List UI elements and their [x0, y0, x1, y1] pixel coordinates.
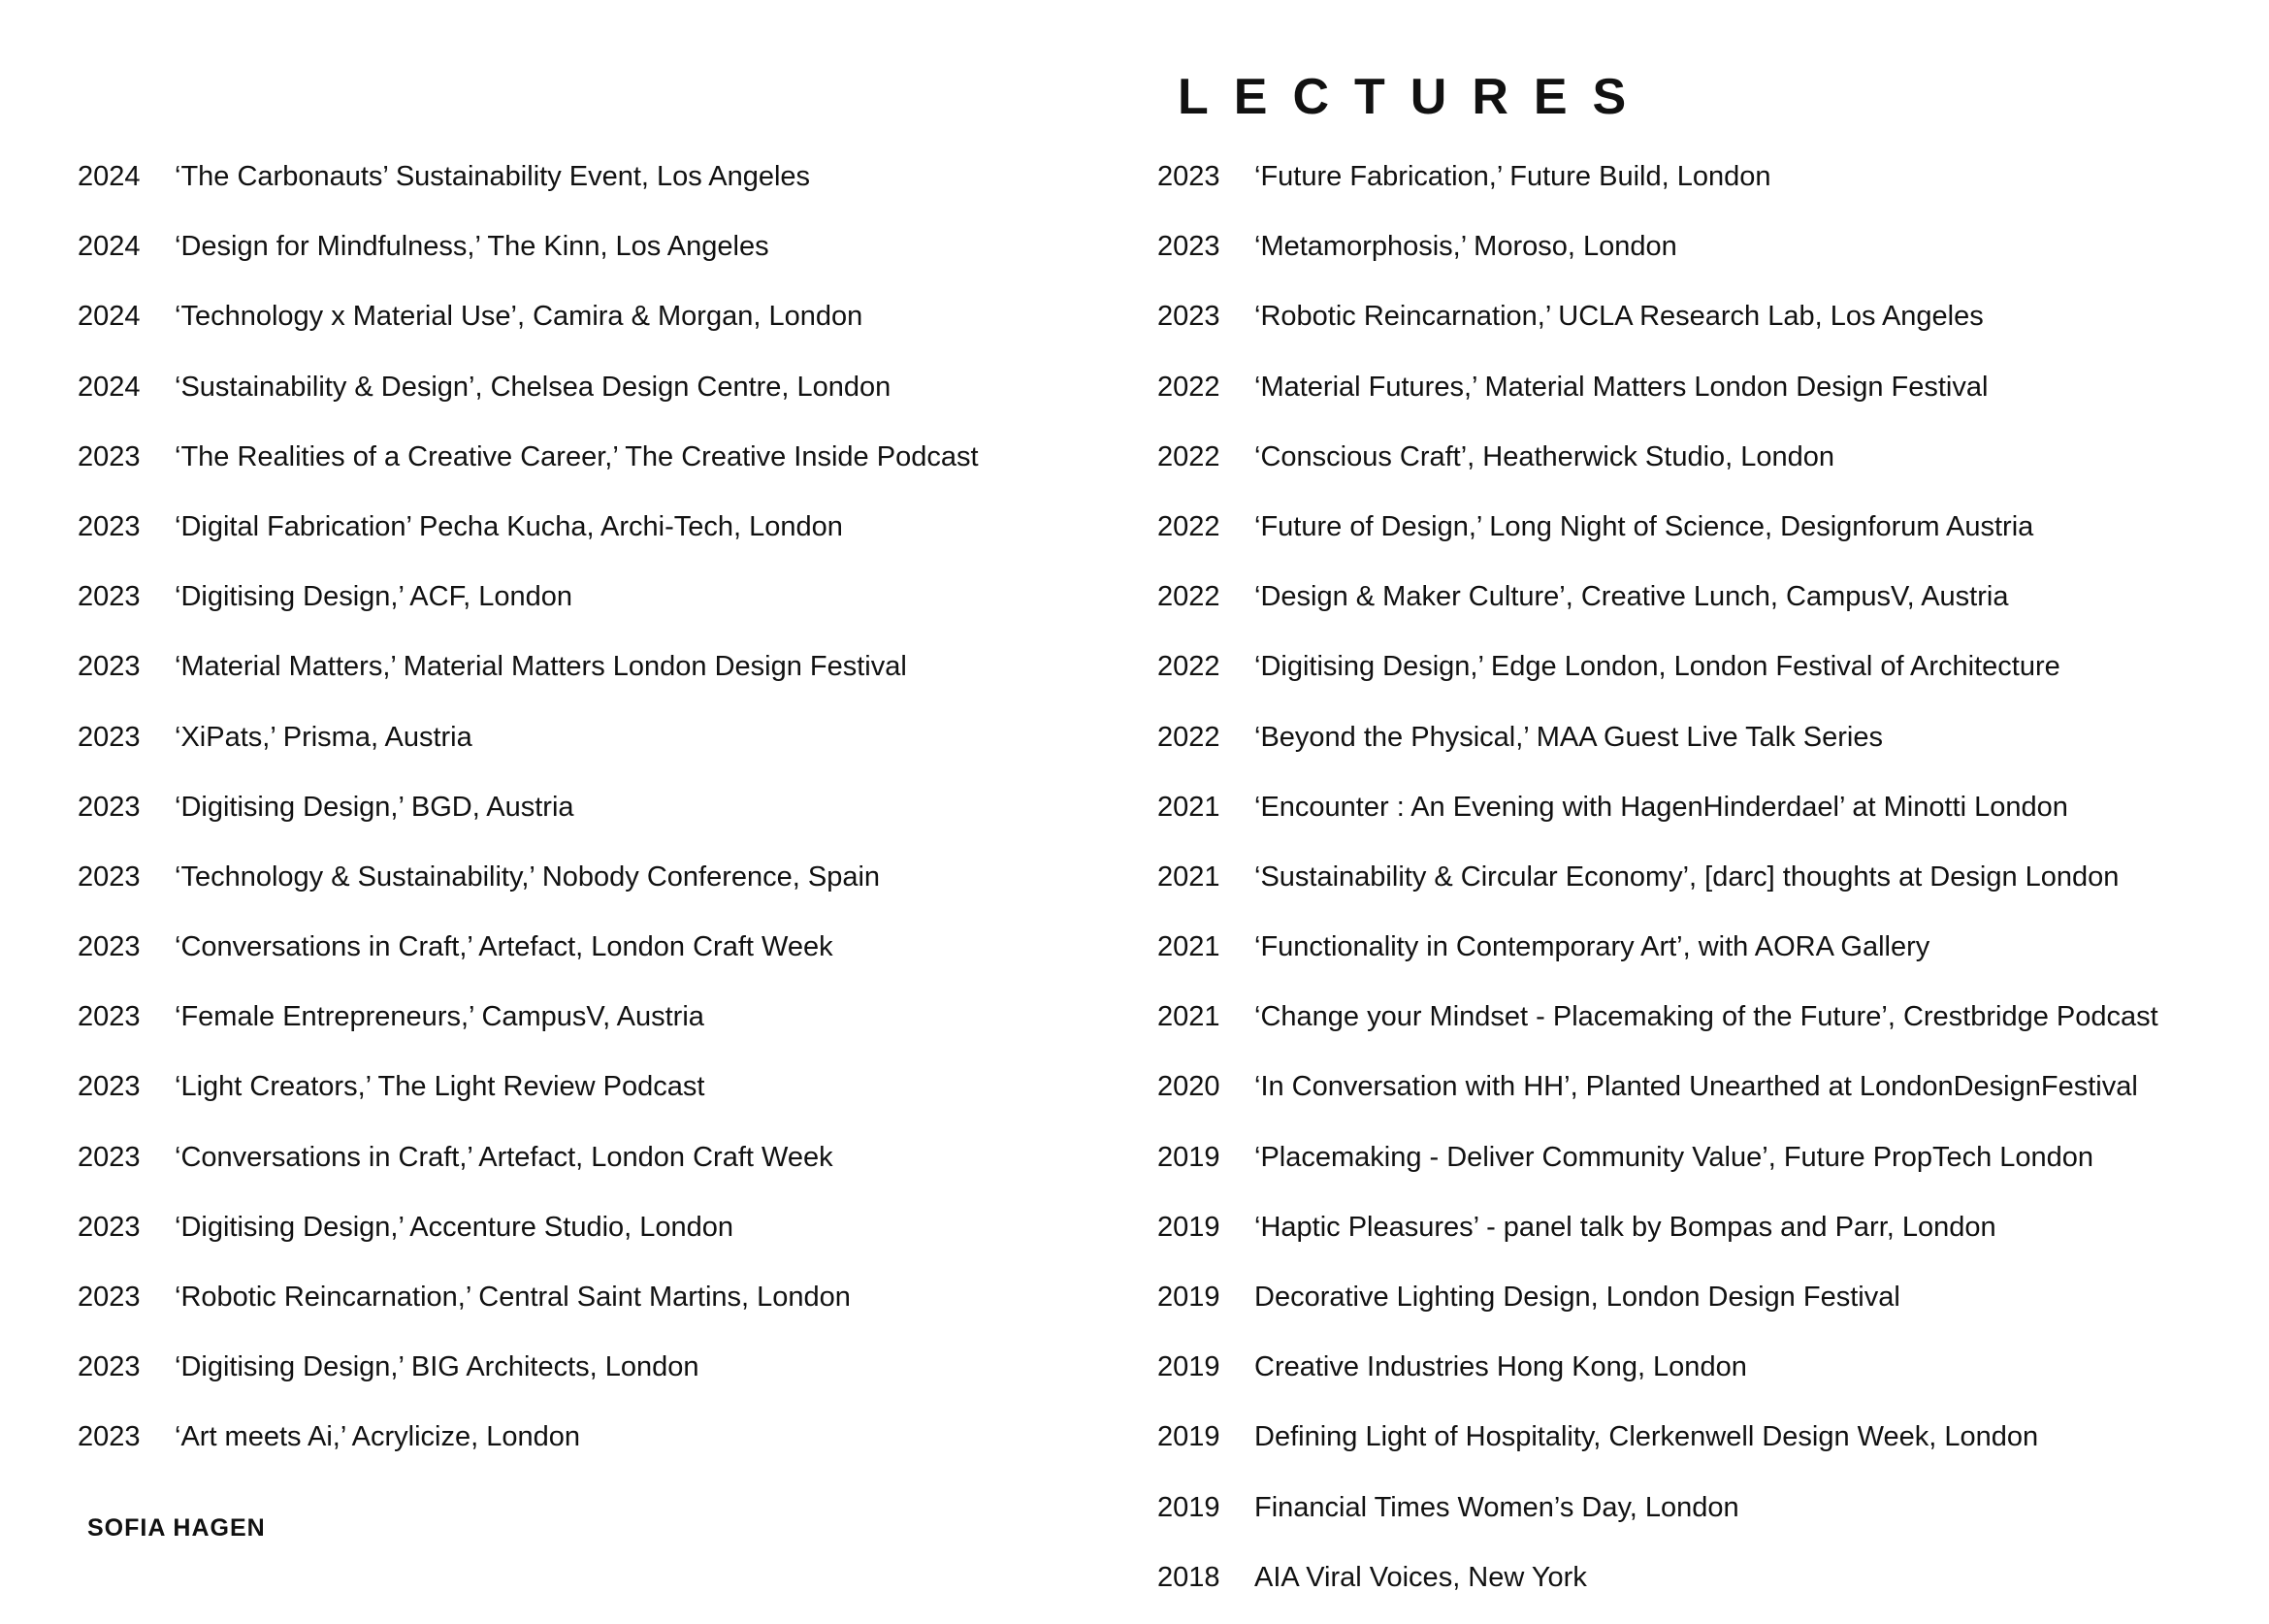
- lecture-title: ‘Art meets Ai,’ Acrylicize, London: [175, 1421, 580, 1453]
- lecture-title: ‘Robotic Reincarnation,’ Central Saint Martins, London: [175, 1282, 851, 1313]
- lecture-entry: [1157, 1554, 2158, 1624]
- lecture-entry: [78, 503, 979, 573]
- lecture-entry: [1157, 364, 2158, 434]
- lecture-year: 2023: [78, 1421, 141, 1453]
- lecture-title: ‘Material Futures,’ Material Matters London Design Festival: [1254, 371, 1989, 403]
- lecture-title: ‘Sustainability & Circular Economy’, [darc] thoughts at Design London: [1254, 861, 2120, 893]
- lecture-title: ‘The Carbonauts’ Sustainability Event, Los Angeles: [175, 161, 811, 192]
- lecture-entry: [1157, 293, 2158, 363]
- lecture-title: Financial Times Women’s Day, London: [1254, 1491, 1739, 1523]
- lecture-year: 2019: [1157, 1141, 1220, 1173]
- lecture-title: ‘Future Fabrication,’ Future Build, London: [1254, 161, 1771, 192]
- lecture-title: ‘Change your Mindset - Placemaking of the Future’, Crestbridge Podcast: [1254, 1001, 2158, 1033]
- lecture-title: ‘Robotic Reincarnation,’ UCLA Research Lab, Los Angeles: [1254, 301, 1984, 333]
- lecture-year: 2023: [78, 861, 141, 893]
- lecture-entry: [1157, 1063, 2158, 1133]
- lecture-year: 2023: [78, 651, 141, 683]
- lecture-entry: [78, 364, 979, 434]
- lecture-year: 2018: [1157, 1561, 1220, 1593]
- lecture-year: 2020: [1157, 1071, 1220, 1103]
- lecture-entry: [78, 714, 979, 784]
- lecture-entry: [78, 993, 979, 1063]
- lecture-entry: [78, 1274, 979, 1344]
- lecture-year: 2024: [78, 301, 141, 333]
- lecture-title: ‘Female Entrepreneurs,’ CampusV, Austria: [175, 1001, 704, 1033]
- lecture-entry: [1157, 223, 2158, 293]
- lecture-entry: [1157, 784, 2158, 854]
- lecture-year: 2019: [1157, 1282, 1220, 1313]
- lecture-entry: [1157, 924, 2158, 993]
- lecture-title: ‘Placemaking - Deliver Community Value’, Future PropTech London: [1254, 1141, 2094, 1173]
- lecture-title: ‘Digitising Design,’ ACF, London: [175, 581, 572, 613]
- lecture-entry: [78, 924, 979, 993]
- lecture-year: 2023: [78, 721, 141, 753]
- lecture-year: 2022: [1157, 651, 1220, 683]
- lecture-year: 2023: [78, 1211, 141, 1243]
- lecture-entry: [1157, 1413, 2158, 1483]
- lecture-year: 2024: [78, 371, 141, 403]
- lecture-year: 2023: [1157, 231, 1220, 263]
- lecture-year: 2023: [78, 1001, 141, 1033]
- lecture-title: ‘Material Matters,’ Material Matters London Design Festival: [175, 651, 907, 683]
- lecture-year: 2023: [1157, 161, 1220, 192]
- lecture-entry: [1157, 573, 2158, 643]
- lecture-title: ‘Sustainability & Design’, Chelsea Design Centre, London: [175, 371, 891, 403]
- lecture-entry: [1157, 1274, 2158, 1344]
- lecture-title: ‘Conversations in Craft,’ Artefact, London Craft Week: [175, 1141, 833, 1173]
- lecture-title: ‘Light Creators,’ The Light Review Podcast: [175, 1071, 705, 1103]
- lecture-title: Decorative Lighting Design, London Design Festival: [1254, 1282, 1900, 1313]
- lecture-entry: [1157, 1344, 2158, 1413]
- lecture-year: 2022: [1157, 371, 1220, 403]
- lecture-title: ‘Digitising Design,’ Edge London, London Festival of Architecture: [1254, 651, 2060, 683]
- lecture-title: ‘Technology x Material Use’, Camira & Morgan, London: [175, 301, 863, 333]
- lecture-title: ‘Conscious Craft’, Heatherwick Studio, London: [1254, 440, 1835, 472]
- lecture-entry: [78, 1063, 979, 1133]
- lecture-year: 2023: [78, 1351, 141, 1383]
- lecture-title: ‘Technology & Sustainability,’ Nobody Conference, Spain: [175, 861, 881, 893]
- lecture-entry: [1157, 503, 2158, 573]
- lecture-year: 2022: [1157, 721, 1220, 753]
- lecture-entry: [78, 1204, 979, 1274]
- lecture-year: 2021: [1157, 931, 1220, 963]
- lecture-year: 2022: [1157, 510, 1220, 542]
- lecture-title: ‘Functionality in Contemporary Art’, with AORA Gallery: [1254, 931, 1930, 963]
- lecture-entry: [1157, 1204, 2158, 1274]
- lecture-year: 2023: [1157, 301, 1220, 333]
- lecture-title: ‘Design for Mindfulness,’ The Kinn, Los Angeles: [175, 231, 769, 263]
- lecture-title: ‘Encounter : An Evening with HagenHinderdael’ at Minotti London: [1254, 791, 2068, 823]
- lecture-title: ‘Future of Design,’ Long Night of Science, Designforum Austria: [1254, 510, 2034, 542]
- lecture-title: ‘Metamorphosis,’ Moroso, London: [1254, 231, 1677, 263]
- lecture-title: ‘XiPats,’ Prisma, Austria: [175, 721, 472, 753]
- lecture-entry: [1157, 714, 2158, 784]
- lecture-list-right: [1157, 153, 2158, 1624]
- lecture-entry: [78, 1344, 979, 1413]
- lecture-title: ‘In Conversation with HH’, Planted Unearthed at LondonDesignFestival: [1254, 1071, 2138, 1103]
- lecture-title: ‘Design & Maker Culture’, Creative Lunch, CampusV, Austria: [1254, 581, 2009, 613]
- lecture-title: AIA Viral Voices, New York: [1254, 1561, 1587, 1593]
- lecture-entry: [1157, 1484, 2158, 1554]
- lecture-title: ‘Conversations in Craft,’ Artefact, London Craft Week: [175, 931, 833, 963]
- lecture-entry: [1157, 434, 2158, 503]
- lecture-title: ‘Haptic Pleasures’ - panel talk by Bompas and Parr, London: [1254, 1211, 1996, 1243]
- lecture-year: 2019: [1157, 1491, 1220, 1523]
- lecture-entry: [78, 223, 979, 293]
- lecture-year: 2024: [78, 231, 141, 263]
- lecture-year: 2023: [78, 510, 141, 542]
- lecture-year: 2023: [78, 791, 141, 823]
- lecture-title: ‘Digital Fabrication’ Pecha Kucha, Archi-Tech, London: [175, 510, 843, 542]
- lecture-year: 2023: [78, 440, 141, 472]
- lecture-title: ‘Digitising Design,’ BIG Architects, London: [175, 1351, 699, 1383]
- lecture-title: Defining Light of Hospitality, Clerkenwell Design Week, London: [1254, 1421, 2039, 1453]
- lecture-year: 2022: [1157, 440, 1220, 472]
- lecture-title: Creative Industries Hong Kong, London: [1254, 1351, 1747, 1383]
- lecture-year: 2023: [78, 931, 141, 963]
- lecture-entry: [78, 643, 979, 713]
- lecture-entry: [1157, 1134, 2158, 1204]
- lecture-year: 2021: [1157, 861, 1220, 893]
- lecture-entry: [1157, 153, 2158, 223]
- lecture-year: 2023: [78, 1282, 141, 1313]
- lecture-entry: [78, 854, 979, 924]
- lecture-year: 2023: [78, 1071, 141, 1103]
- lecture-year: 2022: [1157, 581, 1220, 613]
- lecture-entry: [1157, 643, 2158, 713]
- lecture-entry: [1157, 854, 2158, 924]
- lecture-entry: [78, 573, 979, 643]
- lecture-year: 2021: [1157, 791, 1220, 823]
- lecture-title: ‘Beyond the Physical,’ MAA Guest Live Talk Series: [1254, 721, 1883, 753]
- lecture-year: 2023: [78, 1141, 141, 1173]
- lecture-year: 2023: [78, 581, 141, 613]
- lecture-year: 2019: [1157, 1211, 1220, 1243]
- lecture-entry: [78, 1134, 979, 1204]
- author-name: SOFIA HAGEN: [87, 1514, 266, 1542]
- lecture-title: ‘Digitising Design,’ Accenture Studio, London: [175, 1211, 734, 1243]
- lecture-entry: [78, 784, 979, 854]
- lecture-year: 2019: [1157, 1351, 1220, 1383]
- lecture-entry: [78, 293, 979, 363]
- page-title: LECTURES: [1178, 69, 1652, 125]
- lecture-list-left: [78, 153, 979, 1484]
- lecture-entry: [1157, 993, 2158, 1063]
- lecture-year: 2021: [1157, 1001, 1220, 1033]
- lecture-title: ‘Digitising Design,’ BGD, Austria: [175, 791, 574, 823]
- lecture-entry: [78, 434, 979, 503]
- lecture-year: 2024: [78, 161, 141, 192]
- lecture-entry: [78, 1413, 979, 1483]
- lecture-year: 2019: [1157, 1421, 1220, 1453]
- lecture-title: ‘The Realities of a Creative Career,’ The Creative Inside Podcast: [175, 440, 979, 472]
- lecture-entry: [78, 153, 979, 223]
